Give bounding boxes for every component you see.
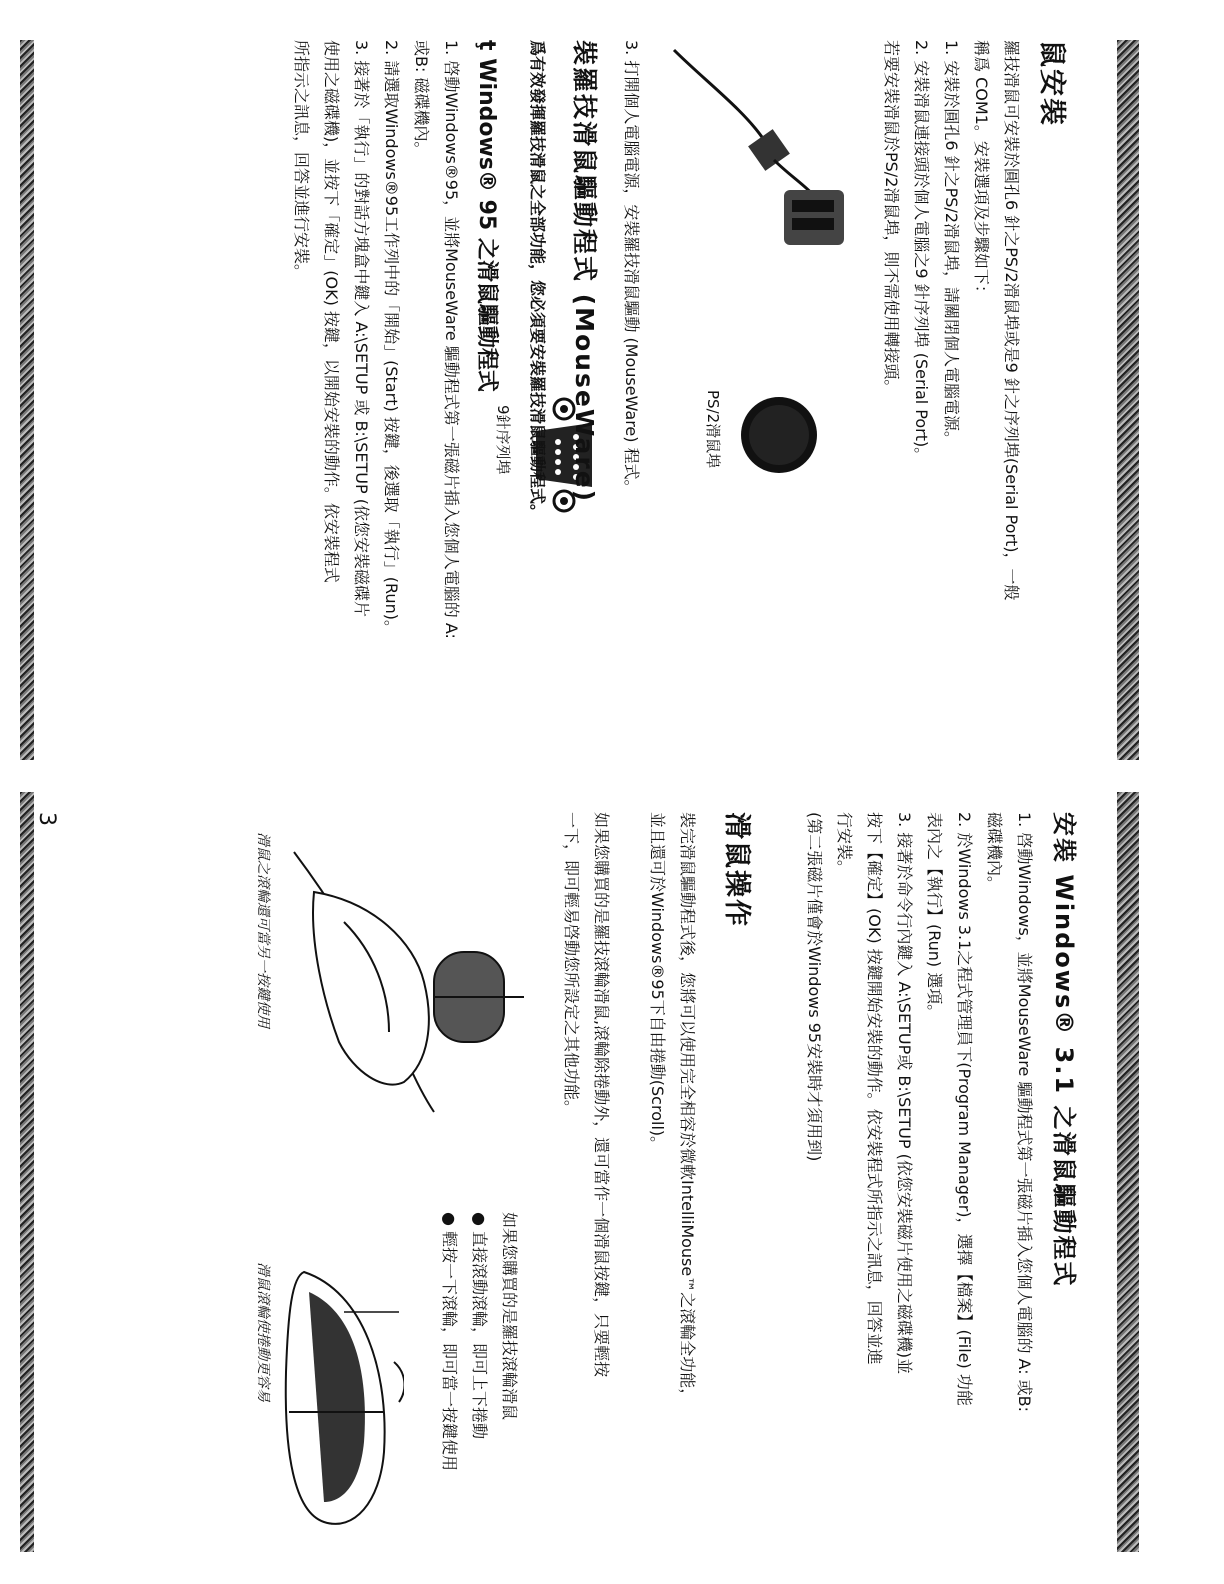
left-sub-item-2: 2. 請選取Windows®95工作列中的「開始」(Start) 按鍵，後選取「執行」(Run)。 [382, 40, 401, 636]
right-para1-line2: 並且還可於Windows®95下自由捲動(Scroll)。 [648, 812, 667, 1153]
left-intro-line1: 羅技滑鼠可安裝於圓孔6 針之PS/2滑鼠埠或是9 針之序列埠(Serial Port)，一般 [1002, 40, 1021, 601]
left-sub-item-1b: 或B: 磁碟機內。 [412, 40, 431, 158]
right-item-3c: 行安裝。 [835, 812, 854, 877]
left-sub-item-3b: 使用之磁碟機)，並按下「確定」(OK) 按鍵，以開始安裝的動作。依安裝程式 [322, 40, 341, 583]
right-bottom-bar [20, 792, 34, 1552]
right-item-1b: 磁碟機內。 [985, 812, 1004, 893]
caption-right: 滑鼠滾輪使捲動更容易 [255, 1262, 271, 1402]
serial-port-label: 9針序列埠 [494, 405, 512, 475]
right-para2-line2: 一下，即可輕易啓動您所設定之其他功能。 [562, 812, 581, 1117]
left-step-2b: 若要安裝滑鼠於PS/2滑鼠埠，則不需使用轉接頭。 [882, 40, 901, 396]
right-item-note: (第二張磁片僅會於Windows 95安裝時才須用到) [805, 812, 824, 1162]
left-sub-item-1: 1. 啓動Windows®95，並將MouseWare 驅動程式第一張磁片插入您個人電腦的 A: [442, 40, 461, 639]
right-item-3b: 按下【確定】(OK) 按鍵開始安裝的動作。依安裝程式所指示之訊息，回答並進 [865, 812, 884, 1365]
right-page [0, 792, 1224, 1584]
left-sub-title-text: Windows® 95 之滑鼠驅動程式 [474, 58, 499, 392]
right-para1-line1: 裝完滑鼠驅動程式後，您將可以使用完全相容於微軟IntelliMouse™之滾輪全功能， [678, 812, 697, 1405]
left-sub-title [473, 40, 504, 392]
caption-left: 滑鼠之滾輪還可當另一按鍵使用 [255, 832, 271, 1028]
left-sub-item-3: 3. 接著於「執行」的對話方塊盒中鍵入 A:\SETUP 或 B:\SETUP (依您安裝磁碟片 [352, 40, 371, 617]
right-item-1: 1. 啓動Windows，並將MouseWare 驅動程式第一張磁片插入您個人電腦的 A: 或B: [1015, 812, 1034, 1413]
mouse-cable-illustration [664, 40, 854, 260]
info-title: 如果您購買的是羅技滾輪滑鼠 [500, 1212, 519, 1421]
right-para2-line1: 如果您購買的是羅技滾輪滑鼠,滾輪除捲動外，還可當作一個滑鼠按鍵，只要輕按 [592, 812, 611, 1378]
left-intro-line2: 稱爲 COM1。安裝選項及步驟如下： [972, 40, 991, 301]
hand-on-mouse-illustration [274, 832, 524, 1132]
page-number: 3 [34, 812, 59, 826]
left-step-2: 2. 安裝滑鼠連接頭於個人電腦之9 針序列埠 (Serial Port)。 [912, 40, 931, 464]
left-sub-item-3c: 所指示之訊息，回答並進行安裝。 [292, 40, 311, 281]
right-page-title: 安裝 Windows® 3.1 之滑鼠驅動程式 [1050, 812, 1078, 1288]
ps2-port-label: PS/2滑鼠埠 [704, 390, 722, 469]
ps2-port-icon [734, 390, 824, 480]
left-top-bar [1117, 40, 1139, 760]
left-section-intro: 爲有效發揮羅技滑鼠之全部功能，您必須要安裝羅技滑鼠驅動程式。 [528, 40, 547, 521]
right-section-title: 滑鼠操作 [721, 812, 752, 928]
right-top-bar [1117, 792, 1139, 1552]
left-step-1: 1. 安裝於圓孔6 針之PS/2滑鼠埠，請關閉個人電腦電源。 [942, 40, 961, 447]
left-section-title: 裝羅技滑鼠驅動程式 (MouseWare) [570, 40, 599, 504]
right-item-3: 3. 接著於命令行內鍵入 A:\SETUP或 B:\SETUP (依您安裝磁片使用之磁碟機)並 [895, 812, 914, 1375]
info-bullet-2: ● 輕按一下滾輪，即可當一按鍵使用 [440, 1212, 459, 1472]
left-step-3: 3. 打開個人電腦電源，安裝羅技滑鼠驅動 (MouseWare) 程式。 [622, 40, 641, 496]
left-sub-prefix: ţ [474, 40, 499, 51]
left-page-title: 鼠安裝 [1036, 40, 1067, 127]
right-item-2b: 表內之【執行】(Run) 選項。 [925, 812, 944, 1021]
left-bottom-bar [20, 40, 34, 760]
wheel-mouse-illustration [274, 1252, 404, 1552]
info-bullet-1: ● 直接滾動滾輪，即可上下捲動 [470, 1212, 489, 1440]
right-item-2: 2. 於Windows 3.1之程式管理員下(Program Manager)，選擇【檔案】(File) 功能 [955, 812, 974, 1406]
